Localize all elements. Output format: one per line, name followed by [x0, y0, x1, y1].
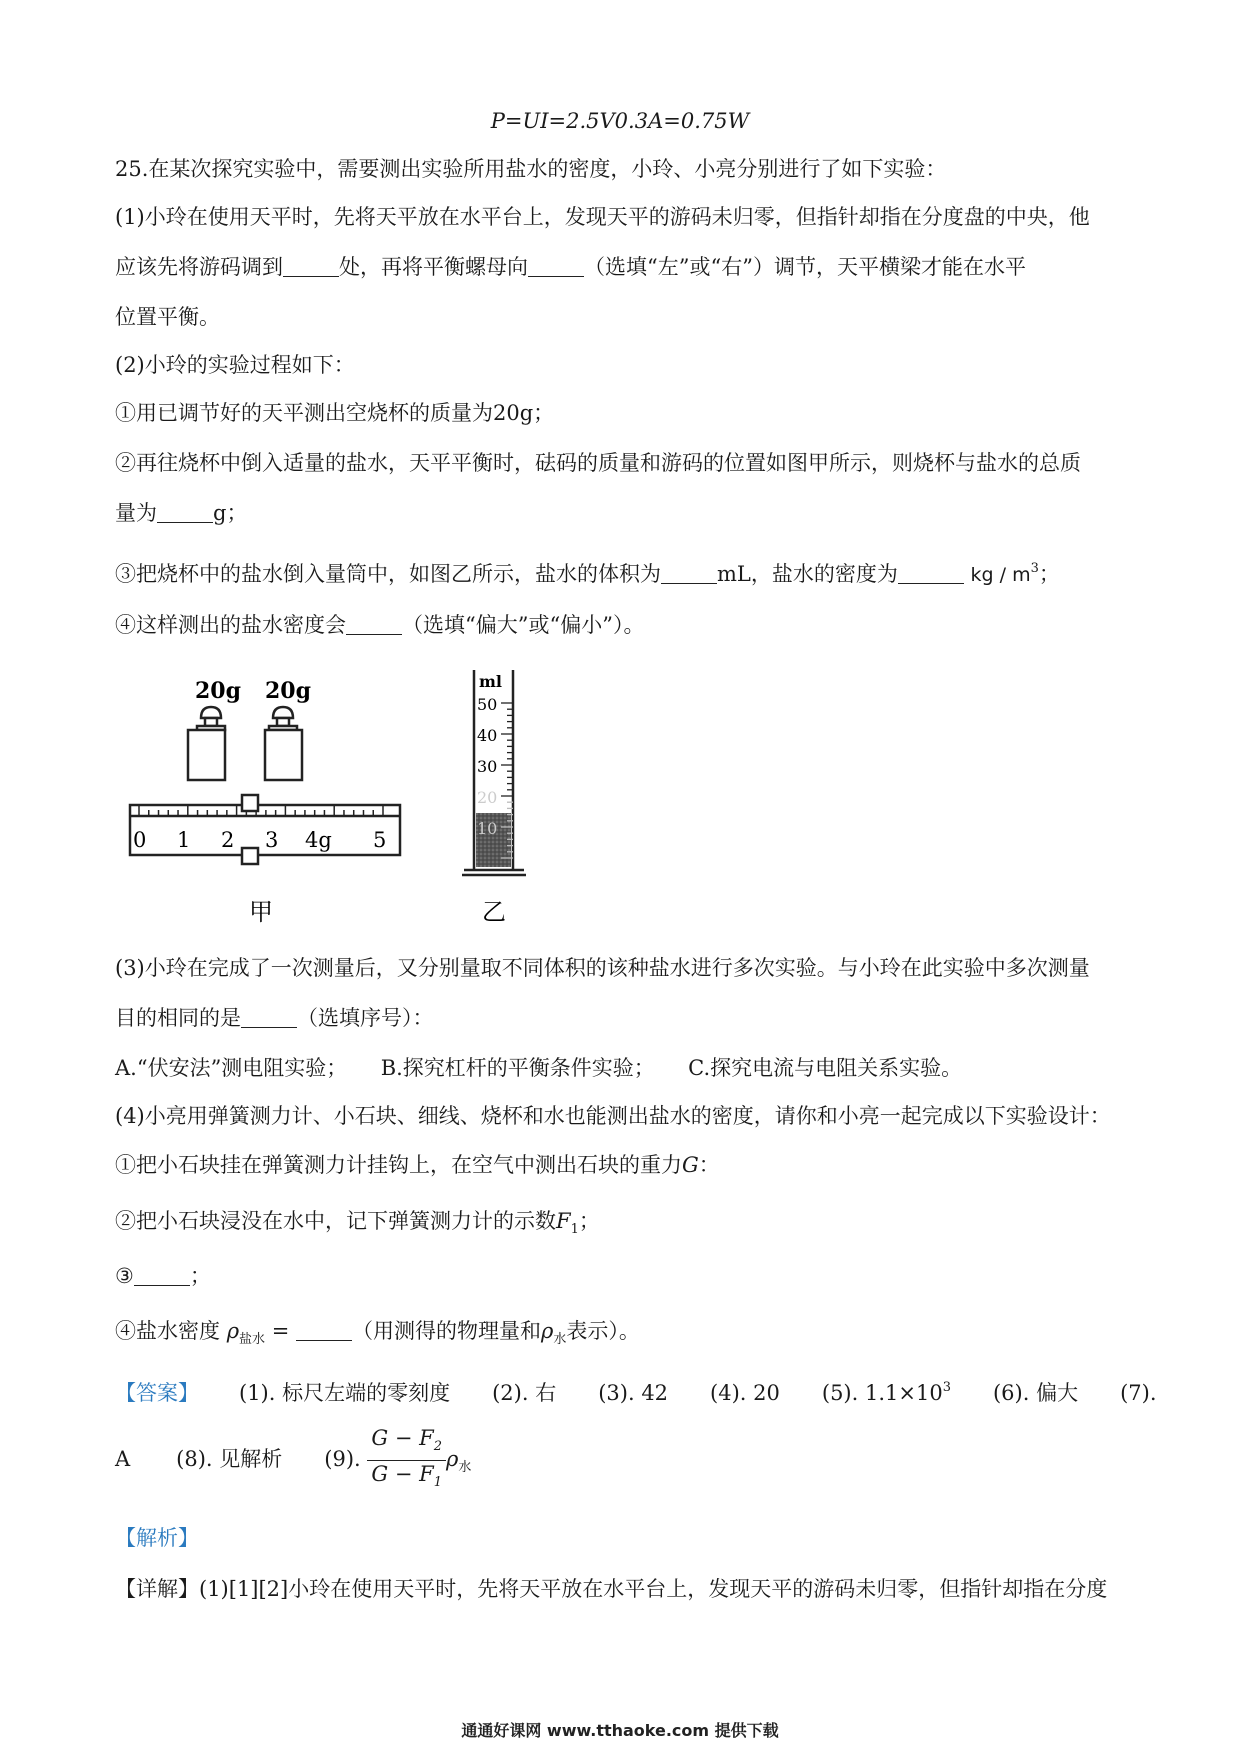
var-f1-sub: 1	[570, 1222, 579, 1237]
numerator-sub: 2	[433, 1439, 442, 1454]
answer-5-base: (5). 1.1×10	[821, 1381, 943, 1405]
scale-label-3: 3	[265, 828, 279, 852]
q1-text-a: 应该先将游码调到	[115, 255, 283, 279]
q1-line3: 位置平衡。	[115, 305, 220, 329]
answer-line-2	[115, 1425, 471, 1498]
var-f1: F	[556, 1209, 571, 1233]
figure-yi-caption: 乙	[482, 898, 506, 926]
question-intro: 25.在某次探究实验中，需要测出实验所用盐水的密度，小玲、小亮分别进行了如下实验：	[115, 157, 947, 181]
analysis-heading	[115, 1523, 199, 1553]
answer-7: (7).	[1120, 1381, 1157, 1405]
answer-3: (3). 42	[598, 1381, 669, 1405]
answer-blank-7	[241, 1005, 297, 1028]
cylinder-label-40: 40	[477, 726, 498, 745]
answer-2: (2). 右	[492, 1381, 557, 1405]
density-unit-exponent: 3	[1030, 561, 1039, 576]
q4-step1	[115, 1150, 720, 1180]
answer-blank-5	[898, 561, 964, 584]
answer-4: (4). 20	[710, 1381, 780, 1405]
denominator-text: G − F	[371, 1462, 434, 1486]
q4-step1-end: ：	[698, 1153, 720, 1177]
q3-text-a: 目的相同的是	[115, 1006, 241, 1030]
answer-5	[822, 1373, 951, 1408]
q1-text-b: 处，再将平衡螺母向	[339, 255, 528, 279]
q2-step3-end: ；	[1038, 562, 1060, 586]
answer-blank-3	[157, 500, 213, 523]
q2-step2-text-a: 量为	[115, 501, 157, 525]
q1-line2	[115, 252, 1026, 282]
detail-line	[115, 1574, 1107, 1604]
answer-9-rho: ρ	[445, 1447, 459, 1471]
detail-tag: 【详解】	[115, 1577, 199, 1601]
figure-yi	[460, 665, 560, 930]
q2-step3-text-a: ③把烧杯中的盐水倒入量筒中，如图乙所示，盐水的体积为	[115, 562, 661, 586]
cylinder-label-30: 30	[477, 757, 498, 776]
fraction-numerator	[367, 1425, 446, 1461]
answer-5-exponent: 3	[942, 1380, 951, 1395]
density-unit: kg / m	[970, 564, 1031, 586]
q2-title: (2)小玲的实验过程如下：	[115, 353, 355, 377]
q4-step2	[115, 1206, 600, 1245]
analysis-tag: 【解析】	[115, 1526, 199, 1550]
q2-step2-text-b: g；	[213, 501, 248, 525]
q4-step4-text-c: 表示）。	[566, 1319, 640, 1343]
q4-step3	[115, 1261, 211, 1291]
weight-label-2: 20g	[265, 678, 311, 704]
cylinder-label-50: 50	[477, 695, 498, 714]
answer-9-rho-sub: 水	[458, 1460, 472, 1475]
q4-step4-text-a: ④盐水密度	[115, 1319, 220, 1343]
scale-label-2: 2	[221, 828, 235, 852]
figure-jia	[125, 665, 415, 930]
scale-label-5: 5	[373, 828, 387, 852]
answer-6: (6). 偏大	[992, 1381, 1079, 1405]
q4-step1-text: ①把小石块挂在弹簧测力计挂钩上，在空气中测出石块的重力	[115, 1153, 682, 1177]
scale-label-1: 1	[177, 828, 191, 852]
answer-1: (1). 标尺左端的零刻度	[239, 1381, 451, 1405]
q4-step3-end: ；	[189, 1264, 211, 1288]
q2-step2-line1: ②再往烧杯中倒入适量的盐水，天平平衡时，砝码的质量和游码的位置如图甲所示，则烧杯与盐水的总质	[115, 451, 1081, 475]
q4-step3-text: ③	[115, 1264, 134, 1288]
cylinder-unit: ml	[479, 672, 503, 691]
rho-symbol: ρ	[226, 1319, 240, 1343]
rho-subscript-brine: 盐水	[239, 1332, 266, 1347]
cylinder-label-20: 20	[477, 788, 498, 807]
rho-subscript-water: 水	[553, 1332, 567, 1347]
answer-blank-6	[346, 612, 402, 635]
fraction-denominator	[367, 1461, 446, 1496]
answer-tag: 【答案】	[115, 1381, 199, 1405]
numerator-text: G − F	[371, 1426, 434, 1450]
formula-line	[0, 106, 1240, 136]
q2-step1: ①用已调节好的天平测出空烧杯的质量为20g；	[115, 401, 555, 425]
q2-step4-text-b: （选填“偏大”或“偏小”）。	[402, 613, 645, 637]
q2-step3-text-b: mL，盐水的密度为	[717, 562, 898, 586]
answer-8: (8). 见解析	[176, 1447, 283, 1471]
var-g: G	[682, 1153, 699, 1177]
answer-blank-4	[661, 561, 717, 584]
q4-step2-end: ；	[578, 1209, 600, 1233]
q2-step4-text-a: ④这样测出的盐水密度会	[115, 613, 346, 637]
q4-step4	[115, 1316, 640, 1355]
q2-step2-line2	[115, 498, 247, 528]
answer-blank-1	[283, 254, 339, 277]
q3-text-b: （选填序号）：	[297, 1006, 434, 1030]
cylinder-label-10: 10	[477, 819, 498, 838]
q4-step2-text: ②把小石块浸没在水中，记下弹簧测力计的示数	[115, 1209, 556, 1233]
answer-blank-8	[134, 1263, 190, 1286]
q4-step4-text-b: （用测得的物理量和	[352, 1319, 542, 1343]
answer-blank-9	[296, 1318, 352, 1341]
q3-line2	[115, 1003, 434, 1033]
q1-text-c: （选填“左”或“右”）调节，天平横梁才能在水平	[584, 255, 1026, 279]
answer-7-value: A	[115, 1447, 131, 1471]
q3-options: A.“伏安法”测电阻实验； B.探究杠杆的平衡条件实验； C.探究电流与电阻关系实验。	[115, 1056, 963, 1080]
weight-label-1: 20g	[195, 678, 241, 704]
q3-line1: (3)小玲在完成了一次测量后，又分别量取不同体积的该种盐水进行多次实验。与小玲在此实验中多次测量	[115, 956, 1090, 980]
denominator-sub: 1	[433, 1475, 442, 1490]
q1-line1: (1)小玲在使用天平时，先将天平放在水平台上，发现天平的游码未归零，但指针却指在分度盘的中央，他	[115, 205, 1090, 229]
scale-label-4g: 4g	[305, 828, 332, 852]
scale-label-0: 0	[133, 828, 147, 852]
figure-jia-caption: 甲	[249, 898, 273, 926]
answer-9-fraction	[367, 1425, 446, 1496]
rho-water-symbol: ρ	[541, 1319, 554, 1343]
answer-9-label: (9).	[324, 1447, 361, 1471]
q4-title: (4)小亮用弹簧测力计、小石块、细线、烧杯和水也能测出盐水的密度，请你和小亮一起完成以下实验设计：	[115, 1104, 1111, 1128]
equals-sign: =	[265, 1319, 290, 1343]
q2-step4	[115, 610, 644, 640]
detail-text: (1)[1][2]小玲在使用天平时，先将天平放在水平台上，发现天平的游码未归零，但指针却指在分度	[199, 1577, 1108, 1601]
page-footer: 通通好课网 www.tthaoke.com 提供下载	[461, 1721, 779, 1740]
answer-line-1	[115, 1373, 1157, 1408]
q2-step3	[115, 554, 1060, 590]
formula-text: P=UI=2.5V0.3A=0.75W	[490, 109, 750, 133]
answer-blank-2	[528, 254, 584, 277]
